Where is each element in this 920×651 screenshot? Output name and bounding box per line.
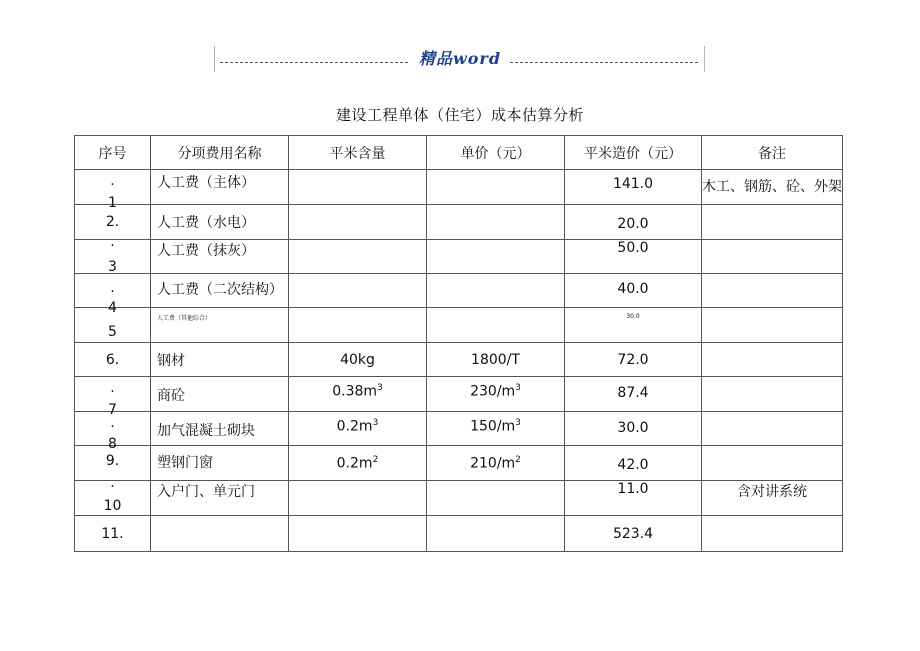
header-brand: 精品word: [418, 49, 502, 68]
quantity-value: 0.38m: [332, 383, 378, 400]
row-note: [702, 446, 843, 481]
table-row: [75, 377, 843, 412]
row-cost: 50.0: [565, 240, 702, 274]
price-exponent: 3: [515, 418, 521, 428]
col-header-name: 分项费用名称: [151, 136, 289, 170]
quantity-exponent: 3: [372, 418, 379, 428]
quantity-value: 0.2m: [336, 418, 373, 435]
row-quantity: [289, 412, 427, 446]
row-note: [702, 377, 843, 412]
document-title: 建设工程单体（住宅）成本估算分析: [335, 106, 584, 124]
row-note: 含对讲系统: [702, 481, 843, 516]
row-name: 塑钢门窗: [151, 446, 289, 481]
row-unit-price: [427, 516, 565, 552]
row-quantity: 40kg: [289, 343, 427, 377]
row-unit-price: [427, 274, 565, 308]
row-unit-price: 1800/T: [427, 343, 565, 377]
row-index-number: 7: [108, 402, 117, 418]
row-note: [702, 274, 843, 308]
row-cost: 523.4: [565, 516, 702, 552]
header-tick-left: [214, 46, 215, 72]
row-unit-price: [427, 240, 565, 274]
row-name: 商砼: [151, 377, 289, 412]
row-index-number: 3: [108, 259, 117, 275]
table-row: [75, 205, 843, 240]
table-row: [75, 516, 843, 552]
row-name: 钢材: [151, 343, 289, 377]
row-name: 加气混凝土砌块: [151, 412, 289, 446]
row-index-dot: .: [110, 234, 115, 250]
row-cost: 30.0: [565, 412, 702, 446]
row-cost: 30.0: [565, 308, 702, 343]
row-index-number: 1: [108, 195, 117, 211]
cost-table: [74, 135, 843, 552]
price-value: 150/m: [470, 418, 516, 435]
table-row: [75, 240, 843, 274]
row-cost: 20.0: [565, 205, 702, 240]
row-note: [702, 516, 843, 552]
row-cost: 87.4: [565, 377, 702, 412]
col-header-cost: 平米造价（元）: [565, 136, 702, 170]
row-name: 人工费（抹灰）: [151, 240, 289, 274]
header-rule-left: [220, 62, 408, 63]
row-index-dot: .: [110, 280, 115, 296]
table-row: [75, 481, 843, 516]
row-index-number: 8: [108, 436, 117, 452]
row-quantity: [289, 274, 427, 308]
row-unit-price: [427, 170, 565, 205]
table-row: [75, 308, 843, 343]
row-index: [75, 234, 151, 275]
row-index-dot: .: [110, 380, 115, 396]
row-index: [75, 412, 151, 452]
row-index: [75, 377, 151, 418]
row-unit-price: [427, 481, 565, 516]
row-index: 6.: [75, 343, 151, 377]
col-header-quantity: 平米含量: [289, 136, 427, 170]
row-index: 2.: [75, 205, 151, 240]
row-index-dot: .: [110, 475, 115, 491]
row-note: [702, 308, 843, 343]
row-unit-price: [427, 377, 565, 412]
row-quantity: [289, 205, 427, 240]
row-index-dot: .: [110, 415, 115, 431]
row-quantity: [289, 446, 427, 481]
row-quantity: [289, 170, 427, 205]
row-name: 人工费（其他综合）: [151, 308, 289, 343]
table-header-row: [75, 136, 843, 170]
row-index-number: 5: [108, 324, 117, 340]
row-cost: 11.0: [565, 481, 702, 516]
row-quantity: [289, 308, 427, 343]
quantity-exponent: 2: [372, 454, 379, 465]
price-exponent: 2: [515, 454, 521, 465]
col-header-index: 序号: [75, 136, 151, 170]
table-row: [75, 274, 843, 308]
row-index-number: 4: [108, 300, 117, 316]
price-value: 210/m: [470, 455, 516, 472]
row-unit-price: [427, 308, 565, 343]
quantity-value: 0.2m: [336, 455, 373, 472]
row-note: [702, 412, 843, 446]
row-quantity: [289, 377, 427, 412]
row-name: 入户门、单元门: [151, 481, 289, 516]
header-rule-right: [510, 62, 698, 63]
row-name: 人工费（水电）: [151, 205, 289, 240]
row-unit-price: [427, 412, 565, 446]
row-cost: 42.0: [565, 446, 702, 481]
table-row: [75, 343, 843, 377]
row-quantity: [289, 240, 427, 274]
price-exponent: 3: [515, 383, 521, 393]
row-index: [75, 274, 151, 316]
row-note: [702, 240, 843, 274]
row-quantity: [289, 516, 427, 552]
price-value: 230/m: [470, 383, 516, 400]
row-index: 9.: [75, 446, 151, 481]
col-header-unit-price: 单价（元）: [427, 136, 565, 170]
row-index: [75, 308, 151, 343]
row-note: [702, 205, 843, 240]
row-index-dot: .: [110, 173, 115, 189]
row-index: 11.: [75, 516, 151, 552]
row-unit-price: [427, 446, 565, 481]
table-row: [75, 170, 843, 205]
row-index: [75, 170, 151, 211]
table-row: [75, 412, 843, 446]
row-note: 木工、钢筋、砼、外架: [702, 170, 843, 205]
row-unit-price: [427, 205, 565, 240]
row-index-number: 10: [103, 498, 122, 514]
row-quantity: [289, 481, 427, 516]
row-cost: 72.0: [565, 343, 702, 377]
row-name: [151, 516, 289, 552]
col-header-note: 备注: [702, 136, 843, 170]
row-name: 人工费（二次结构）: [151, 274, 289, 308]
row-cost: 141.0: [565, 170, 702, 205]
row-name: 人工费（主体）: [151, 170, 289, 205]
row-note: [702, 343, 843, 377]
quantity-exponent: 3: [377, 383, 383, 393]
table-row: [75, 446, 843, 481]
row-cost: 40.0: [565, 274, 702, 308]
row-index: [75, 475, 151, 516]
header-tick-right: [704, 46, 705, 72]
